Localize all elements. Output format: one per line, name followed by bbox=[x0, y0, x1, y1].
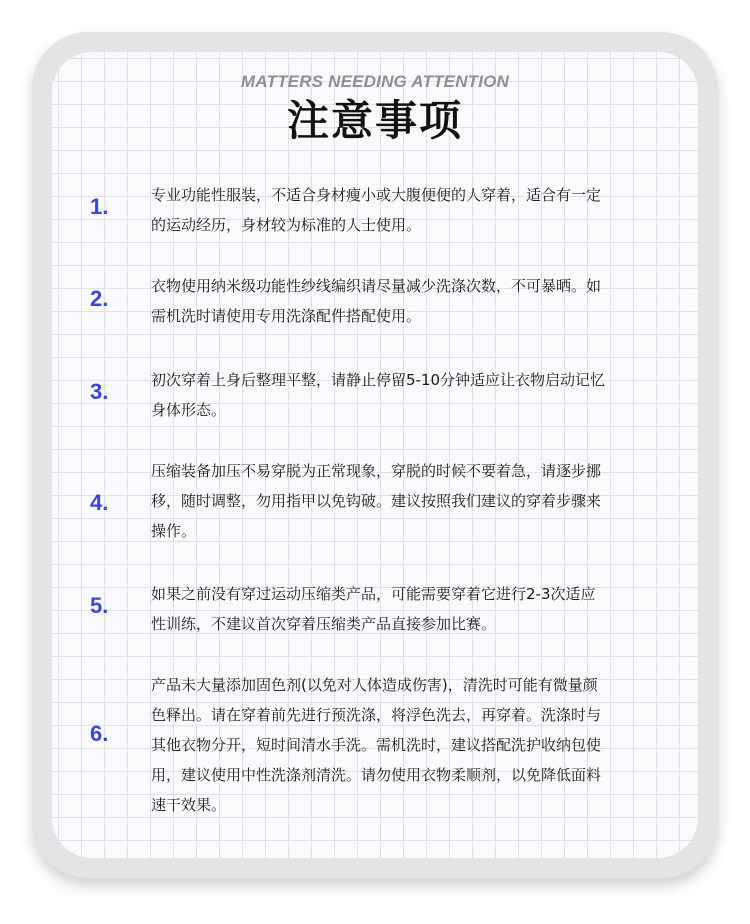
item-text: 衣物使用纳米级功能性纱线编织请尽量减少洗涤次数，不可暴晒。如 需机洗时请使用专用洗涤配件搭配使用。 bbox=[151, 277, 602, 325]
item-number: 6. bbox=[90, 721, 109, 746]
item-text: 压缩装备加压不易穿脱为正常现象，穿脱的时候不要着急，请逐步挪 移，随时调整，勿用指甲以免钩破。建议按照我们建议的穿着步骤来 操作。 bbox=[151, 462, 602, 540]
item-number: 4. bbox=[90, 490, 109, 515]
item-number: 2. bbox=[90, 286, 109, 311]
page-title: 注意事项 bbox=[286, 96, 463, 145]
item-text: 专业功能性服装，不适合身材瘦小或大腹便便的人穿着，适合有一定 的运动经历，身材较为标准的人士使用。 bbox=[151, 186, 602, 234]
item-text: 如果之前没有穿过运动压缩类产品，可能需要穿着它进行2-3次适应 性训练，不建议首次穿着压缩类产品直接参加比赛。 bbox=[151, 585, 596, 633]
item-text: 产品未大量添加固色剂(以免对人体造成伤害)，清洗时可能有微量颜 色释出。请在穿着前先进行预洗涤，将浮色洗去，再穿着。洗涤时与 其他衣物分开，短时间清水手洗。需机洗时，建议搭配洗护收纳包使 用，建议使用中性洗涤剂清洗。请勿使用衣物柔顺剂，以免降低面料 速干效果。 bbox=[151, 676, 602, 814]
english-subtitle: MATTERS NEEDING ATTENTION bbox=[240, 72, 510, 91]
item-number: 3. bbox=[90, 379, 109, 404]
item-number: 1. bbox=[90, 194, 109, 219]
item-number: 5. bbox=[90, 593, 109, 618]
item-text: 初次穿着上身后整理平整，请静止停留5-10分钟适应让衣物启动记忆 身体形态。 bbox=[151, 371, 606, 419]
